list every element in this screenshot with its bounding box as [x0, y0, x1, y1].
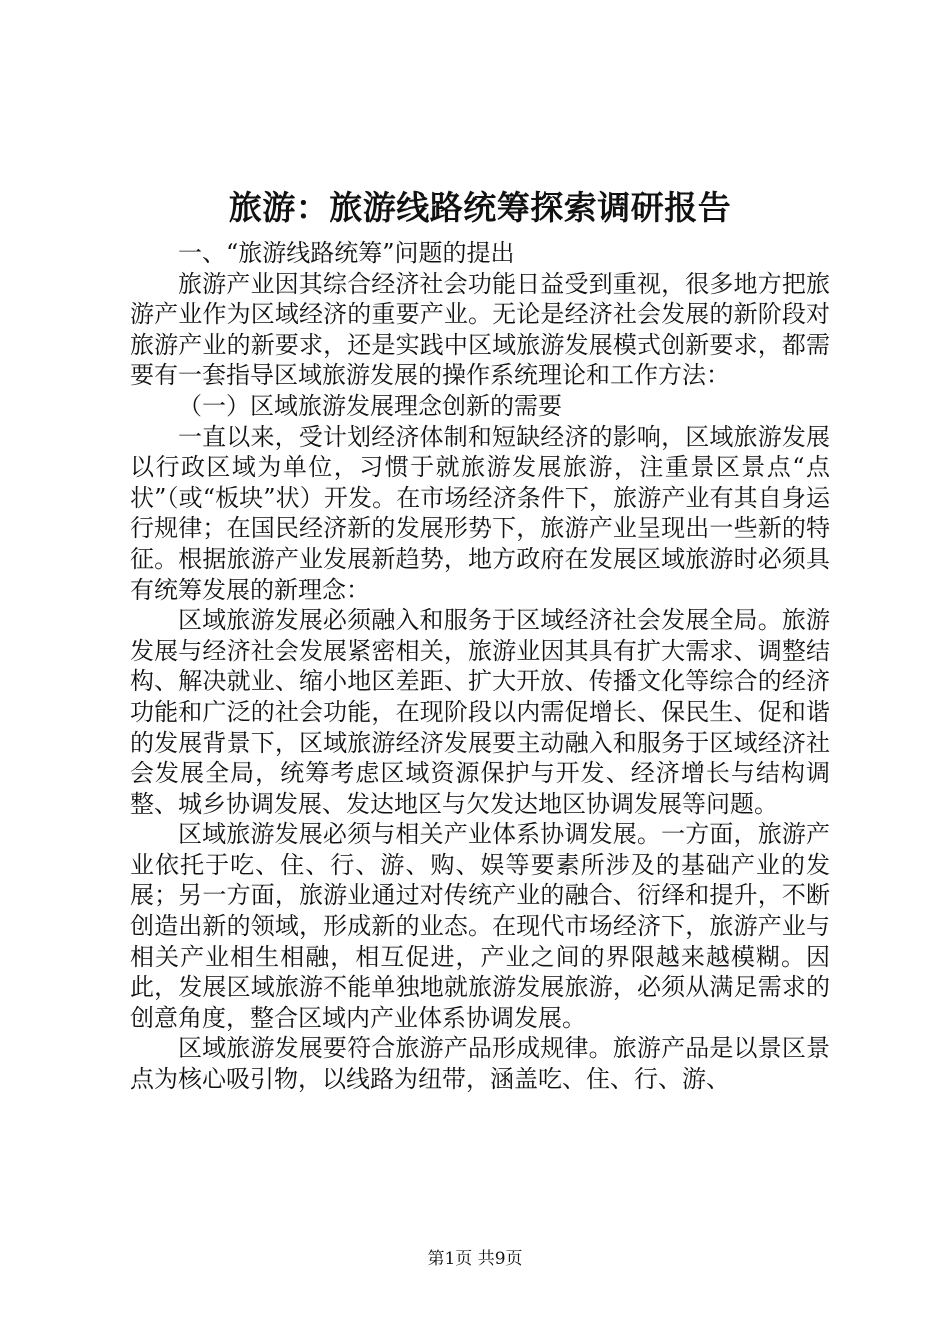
- paragraph: 旅游产业因其综合经济社会功能日益受到重视，很多地方把旅游产业作为区域经济的重要产业。无论是经济社会发展的新阶段对旅游产业的新要求，还是实践中区域旅游发展模式创新要求，都需要有一套指导区域旅游发展的操作系统理论和工作方法：: [130, 269, 830, 390]
- document-body: [130, 238, 830, 1095]
- paragraph: 区域旅游发展必须融入和服务于区域经济社会发展全局。旅游发展与经济社会发展紧密相关，旅游业因其具有扩大需求、调整结构、解决就业、缩小地区差距、扩大开放、传播文化等综合的经济功能和广泛的社会功能，在现阶段以内需促增长、保民生、促和谐的发展背景下，区域旅游经济发展要主动融入和服务于区域经济社会发展全局，统筹考虑区域资源保护与开发、经济增长与结构调整、城乡协调发展、发达地区与欠发达地区协调发展等问题。: [130, 606, 830, 818]
- document-title: 旅游：旅游线路统筹探索调研报告: [228, 188, 732, 227]
- paragraph: 区域旅游发展要符合旅游产品形成规律。旅游产品是以景区景点为核心吸引物，以线路为纽带，涵盖吃、住、行、游、: [130, 1034, 830, 1094]
- paragraph: 一直以来，受计划经济体制和短缺经济的影响，区域旅游发展以行政区域为单位，习惯于就旅游发展旅游，注重景区景点“点状”（或“板块”状）开发。在市场经济条件下，旅游产业有其自身运行规律；在国民经济新的发展形势下，旅游产业呈现出一些新的特征。根据旅游产业发展新趋势，地方政府在发展区域旅游时必须具有统筹发展的新理念：: [130, 422, 830, 604]
- subsection-heading-1: （一）区域旅游发展理念创新的需要: [178, 391, 562, 420]
- paragraph: 区域旅游发展必须与相关产业体系协调发展。一方面，旅游产业依托于吃、住、行、游、购、娱等要素所涉及的基础产业的发展；另一方面，旅游业通过对传统产业的融合、衍绎和提升，不断创造出新的领域，形成新的业态。在现代市场经济下，旅游产业与相关产业相生相融，相互促进，产业之间的界限越来越模糊。因此，发展区域旅游不能单独地就旅游发展旅游，必须从满足需求的创意角度，整合区域内产业体系协调发展。: [130, 820, 830, 1032]
- page-footer: 第1页 共9页: [427, 1249, 523, 1269]
- document-page: [130, 186, 830, 1095]
- section-heading-1: 一、“旅游线路统筹”问题的提出: [178, 239, 515, 267]
